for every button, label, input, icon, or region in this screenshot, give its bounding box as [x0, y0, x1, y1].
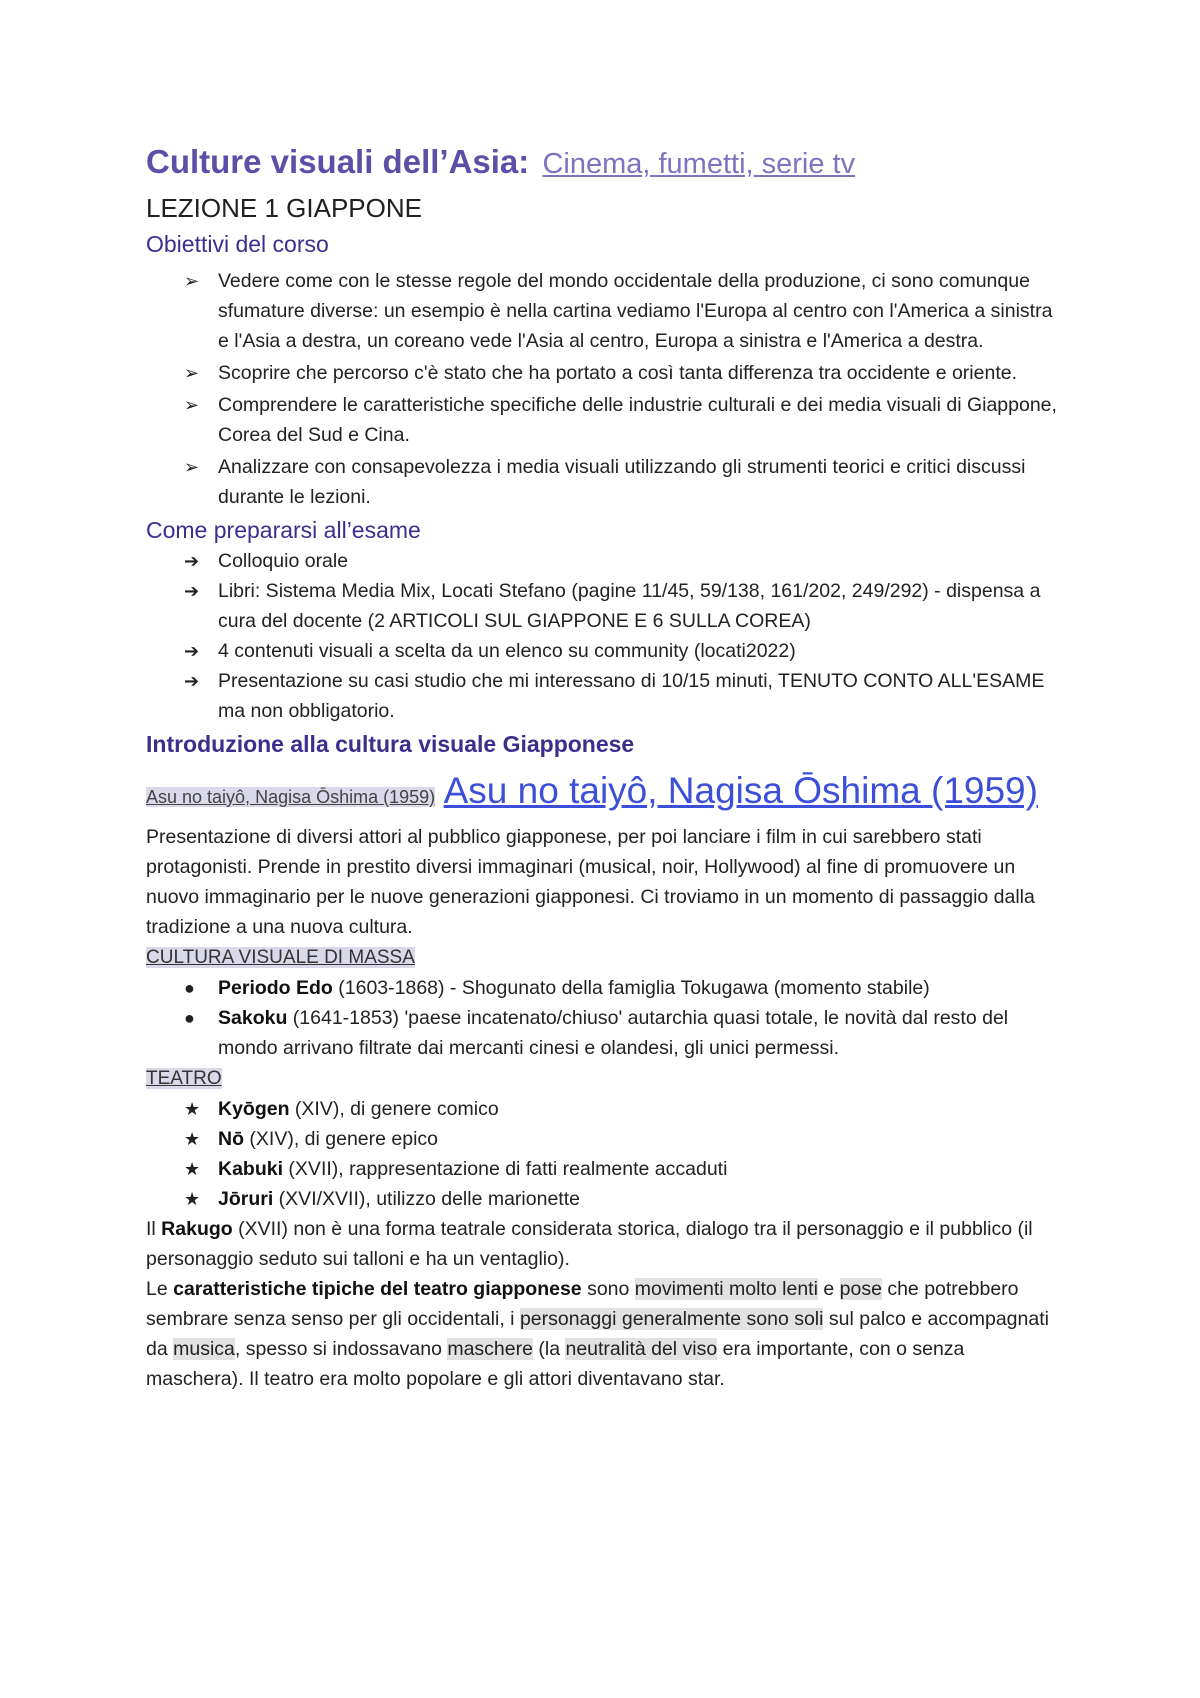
- document-subtitle-link[interactable]: Cinema, fumetti, serie tv: [542, 148, 856, 180]
- list-item: ★ Kyōgen (XIV), di genere comico: [146, 1094, 1066, 1124]
- list-item: ● Periodo Edo (1603-1868) - Shogunato della famiglia Tokugawa (momento stabile): [146, 973, 1066, 1003]
- film-link-small[interactable]: Asu no taiyô, Nagisa Ōshima (1959): [146, 787, 436, 807]
- arrowhead-icon: ➢: [184, 271, 200, 291]
- bullet-icon: ●: [184, 978, 195, 998]
- arrow-icon: ➔: [184, 641, 200, 661]
- exam-heading: Come prepararsi all’esame: [146, 517, 421, 543]
- arrow-icon: ➔: [184, 551, 200, 571]
- theatre-list: [146, 1094, 1066, 1214]
- star-icon: ★: [184, 1129, 201, 1149]
- film-link-large[interactable]: Asu no taiyô, Nagisa Ōshima (1959): [443, 770, 1038, 811]
- highlight: neutralità del viso: [565, 1338, 718, 1360]
- arrowhead-icon: ➢: [184, 457, 200, 477]
- list-item: ➢ Comprendere le caratteristiche specifiche delle industrie culturali e dei media visuali di Giappone, Corea del Sud e Cina.: [146, 390, 1066, 450]
- objectives-list: [146, 266, 1066, 512]
- list-item: ★ Jōruri (XVI/XVII), utilizzo delle marionette: [146, 1184, 1066, 1214]
- document-title: Culture visuali dell’Asia:: [146, 143, 530, 180]
- list-item: ★ Nō (XIV), di genere epico: [146, 1124, 1066, 1154]
- theatre-label: TEATRO: [146, 1068, 222, 1089]
- bullet-icon: ●: [184, 1008, 195, 1028]
- list-item: ➔ 4 contenuti visuali a scelta da un elenco su community (locati2022): [146, 636, 1066, 666]
- list-item: ➢ Vedere come con le stesse regole del mondo occidentale della produzione, ci sono comunque sfumature diverse: un esempio è nella cartina vediamo l'Europa al centro con l'America a sinistra e l'Asia a destra, un coreano vede l'Asia al centro, Europa a sinistra e l'America a destra.: [146, 266, 1066, 356]
- intro-heading: Introduzione alla cultura visuale Giapponese: [146, 731, 635, 757]
- highlight: personaggi generalmente sono soli: [519, 1308, 824, 1330]
- rakugo-paragraph: Il Rakugo (XVII) non è una forma teatrale considerata storica, dialogo tra il personaggio e il pubblico (il personaggio seduto sui talloni e ha un ventaglio).: [146, 1218, 1033, 1270]
- list-item: ➔ Colloquio orale: [146, 546, 1066, 576]
- objectives-heading: Obiettivi del corso: [146, 231, 329, 257]
- exam-list: [146, 546, 1066, 726]
- highlight: pose: [839, 1278, 882, 1300]
- arrowhead-icon: ➢: [184, 395, 200, 415]
- film-title-line: [146, 768, 1066, 822]
- theatre-label-row: [146, 1063, 1066, 1094]
- document-title-line: [146, 140, 1066, 186]
- highlight: musica: [173, 1338, 235, 1360]
- list-item: ➢ Analizzare con consapevolezza i media visuali utilizzando gli strumenti teorici e critici discussi durante le lezioni.: [146, 452, 1066, 512]
- list-item: ➢ Scoprire che percorso c'è stato che ha portato a così tanta differenza tra occidente e oriente.: [146, 358, 1066, 388]
- highlight: movimenti molto lenti: [634, 1278, 818, 1300]
- film-description: Presentazione di diversi attori al pubblico giapponese, per poi lanciare i film in cui sarebbero stati protagonisti. Prende in prestito diversi immaginari (musical, noir, Hollywood) al fine di promuovere un nuovo immaginario per le nuove generazioni giapponesi. Ci troviamo in un momento di passaggio dalla tradizione a una nuova cultura.: [146, 826, 1035, 938]
- list-item: ➔ Libri: Sistema Media Mix, Locati Stefano (pagine 11/45, 59/138, 161/202, 249/292) - dispensa a cura del docente (2 ARTICOLI SUL GIAPPONE E 6 SULLA COREA): [146, 576, 1066, 636]
- arrow-icon: ➔: [184, 671, 200, 691]
- star-icon: ★: [184, 1159, 201, 1179]
- mass-culture-label-row: [146, 942, 1066, 973]
- lesson-heading: LEZIONE 1 GIAPPONE: [146, 193, 422, 223]
- theatre-features-paragraph: Le caratteristiche tipiche del teatro giapponese sono movimenti molto lenti e pose che potrebbero sembrare senza senso per gli occidentali, i personaggi generalmente sono soli sul palco e accompagnati da musica, spesso si indossavano maschere (la neutralità del viso era importante, con o senza maschera). Il teatro era molto popolare e gli attori diventavano star.: [146, 1278, 1049, 1390]
- arrow-icon: ➔: [184, 581, 200, 601]
- document-page: [146, 140, 1066, 1394]
- list-item: ★ Kabuki (XVII), rappresentazione di fatti realmente accaduti: [146, 1154, 1066, 1184]
- star-icon: ★: [184, 1189, 201, 1209]
- arrowhead-icon: ➢: [184, 363, 200, 383]
- list-item: ➔ Presentazione su casi studio che mi interessano di 10/15 minuti, TENUTO CONTO ALL'ESAME ma non obbligatorio.: [146, 666, 1066, 726]
- highlight: maschere: [447, 1338, 533, 1360]
- mass-culture-list: [146, 973, 1066, 1063]
- star-icon: ★: [184, 1099, 201, 1119]
- list-item: ● Sakoku (1641-1853) 'paese incatenato/chiuso' autarchia quasi totale, le novità dal resto del mondo arrivano filtrate dai mercanti cinesi e olandesi, gli unici permessi.: [146, 1003, 1066, 1063]
- mass-culture-label: CULTURA VISUALE DI MASSA: [146, 947, 415, 968]
